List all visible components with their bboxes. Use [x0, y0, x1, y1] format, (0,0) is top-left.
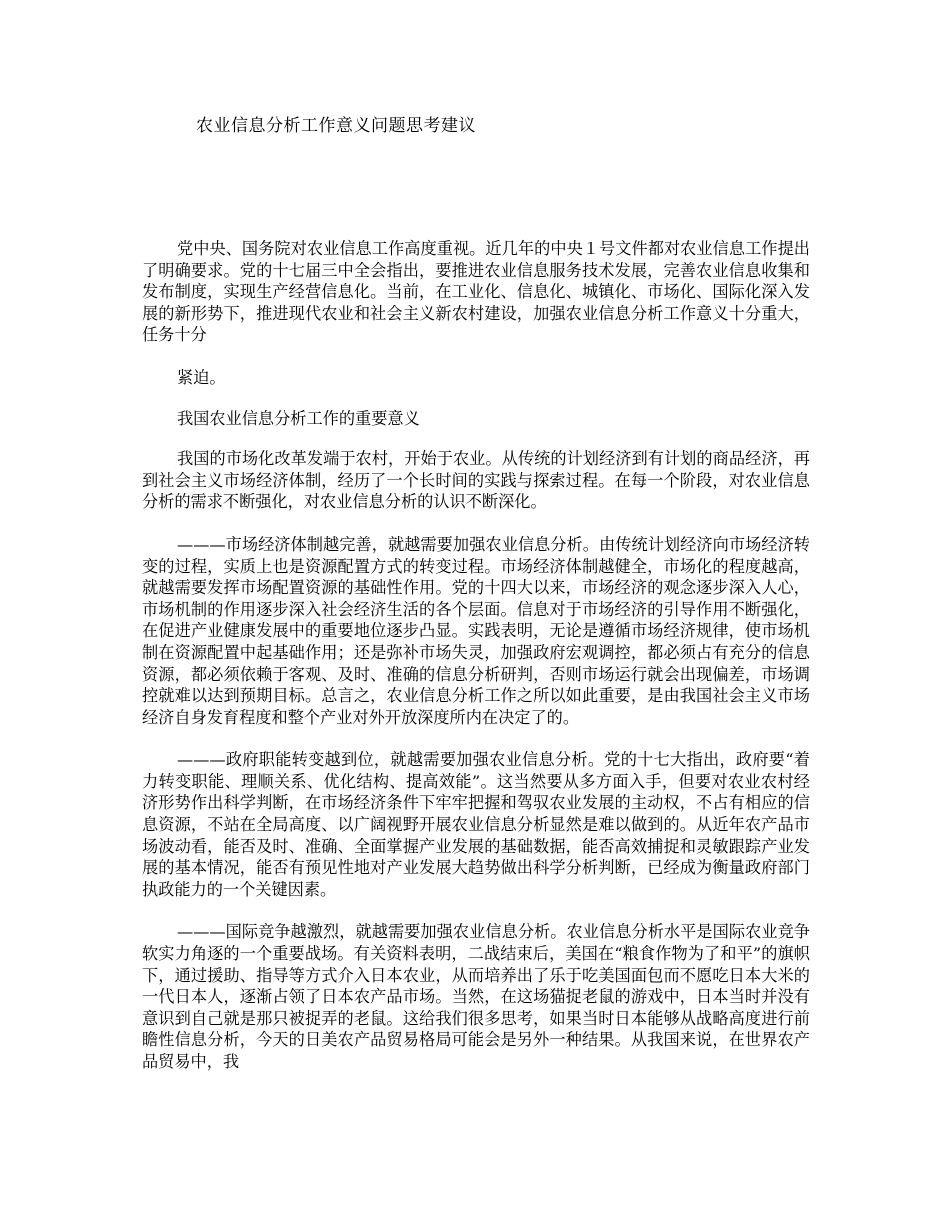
- paragraph-continuation: 紧迫。: [177, 367, 226, 387]
- paragraph-intro: 党中央、国务院对农业信息工作高度重视。近几年的中央１号文件都对农业信息工作提出了明确要求。党的十七届三中全会指出，要推进农业信息服务技术发展，完善农业信息收集和发布制度，实现生产经营信息化。当前，在工业化、信息化、城镇化、市场化、国际化深入发展的新形势下，推进现代农业和社会主义新农村建设，加强农业信息分析工作意义十分重大，任务十分: [142, 239, 810, 345]
- paragraph-market-reform: 我国的市场化改革发端于农村，开始于农业。从传统的计划经济到有计划的商品经济，再到社会主义市场经济体制，经历了一个长时间的实践与探索过程。在每一个阶段，对农业信息分析的需求不断强化，对农业信息分析的认识不断深化。: [142, 449, 810, 512]
- paragraph-international-competition: ———国际竞争越激烈，就越需要加强农业信息分析。农业信息分析水平是国际农业竞争软实力角逐的一个重要战场。有关资料表明，二战结束后，美国在“粮食作物为了和平”的旗帜下，通过援助、指导等方式介入日本农业，从而培养出了乐于吃美国面包而不愿吃日本大米的一代日本人，逐渐占领了日本农产品市场。当然，在这场猫捉老鼠的游戏中，日本当时并没有意识到自己就是那只被捉弄的老鼠。这给我们很多思考，如果当时日本能够从战略高度进行前瞻性信息分析，今天的日美农产品贸易格局可能会是另外一种结果。从我国来说，在世界农产品贸易中，我: [142, 922, 810, 1071]
- section-heading: 我国农业信息分析工作的重要意义: [177, 408, 420, 428]
- paragraph-market-economy: ———市场经济体制越完善，就越需要加强农业信息分析。由传统计划经济向市场经济转变的过程，实质上也是资源配置方式的转变过程。市场经济体制越健全，市场化的程度越高，就越需要发挥市场配置资源的基础性作用。党的十四大以来，市场经济的观念逐步深入人心，市场机制的作用逐步深入社会经济生活的各个层面。信息对于市场经济的引导作用不断强化，在促进产业健康发展中的重要地位逐步凸显。实践表明，无论是遵循市场经济规律，使市场机制在资源配置中起基础作用；还是弥补市场失灵，加强政府宏观调控，都必须占有充分的信息资源，都必须依赖于客观、及时、准确的信息分析研判，否则市场运行就会出现偏差，市场调控就难以达到预期目标。总言之，农业信息分析工作之所以如此重要，是由我国社会主义市场经济自身发育程度和整个产业对外开放深度所内在决定了的。: [142, 534, 810, 727]
- document-body: [142, 238, 810, 1094]
- document-title: 农业信息分析工作意义问题思考建议: [196, 116, 476, 136]
- paragraph-government-function: ———政府职能转变越到位，就越需要加强农业信息分析。党的十七大指出，政府要“着力转变职能、理顺关系、优化结构、提高效能”。这当然要从多方面入手，但要对农业农村经济形势作出科学判断，在市场经济条件下牢牢把握和驾驭农业发展的主动权，不占有相应的信息资源，不站在全局高度、以广阔视野开展农业信息分析显然是难以做到的。从近年农产品市场波动看，能否及时、准确、全面掌握产业发展的基础数据，能否高效捕捉和灵敏跟踪产业发展的基本情况，能否有预见性地对产业发展大趋势做出科学分析判断，已经成为衡量政府部门执政能力的一个关键因素。: [142, 750, 810, 899]
